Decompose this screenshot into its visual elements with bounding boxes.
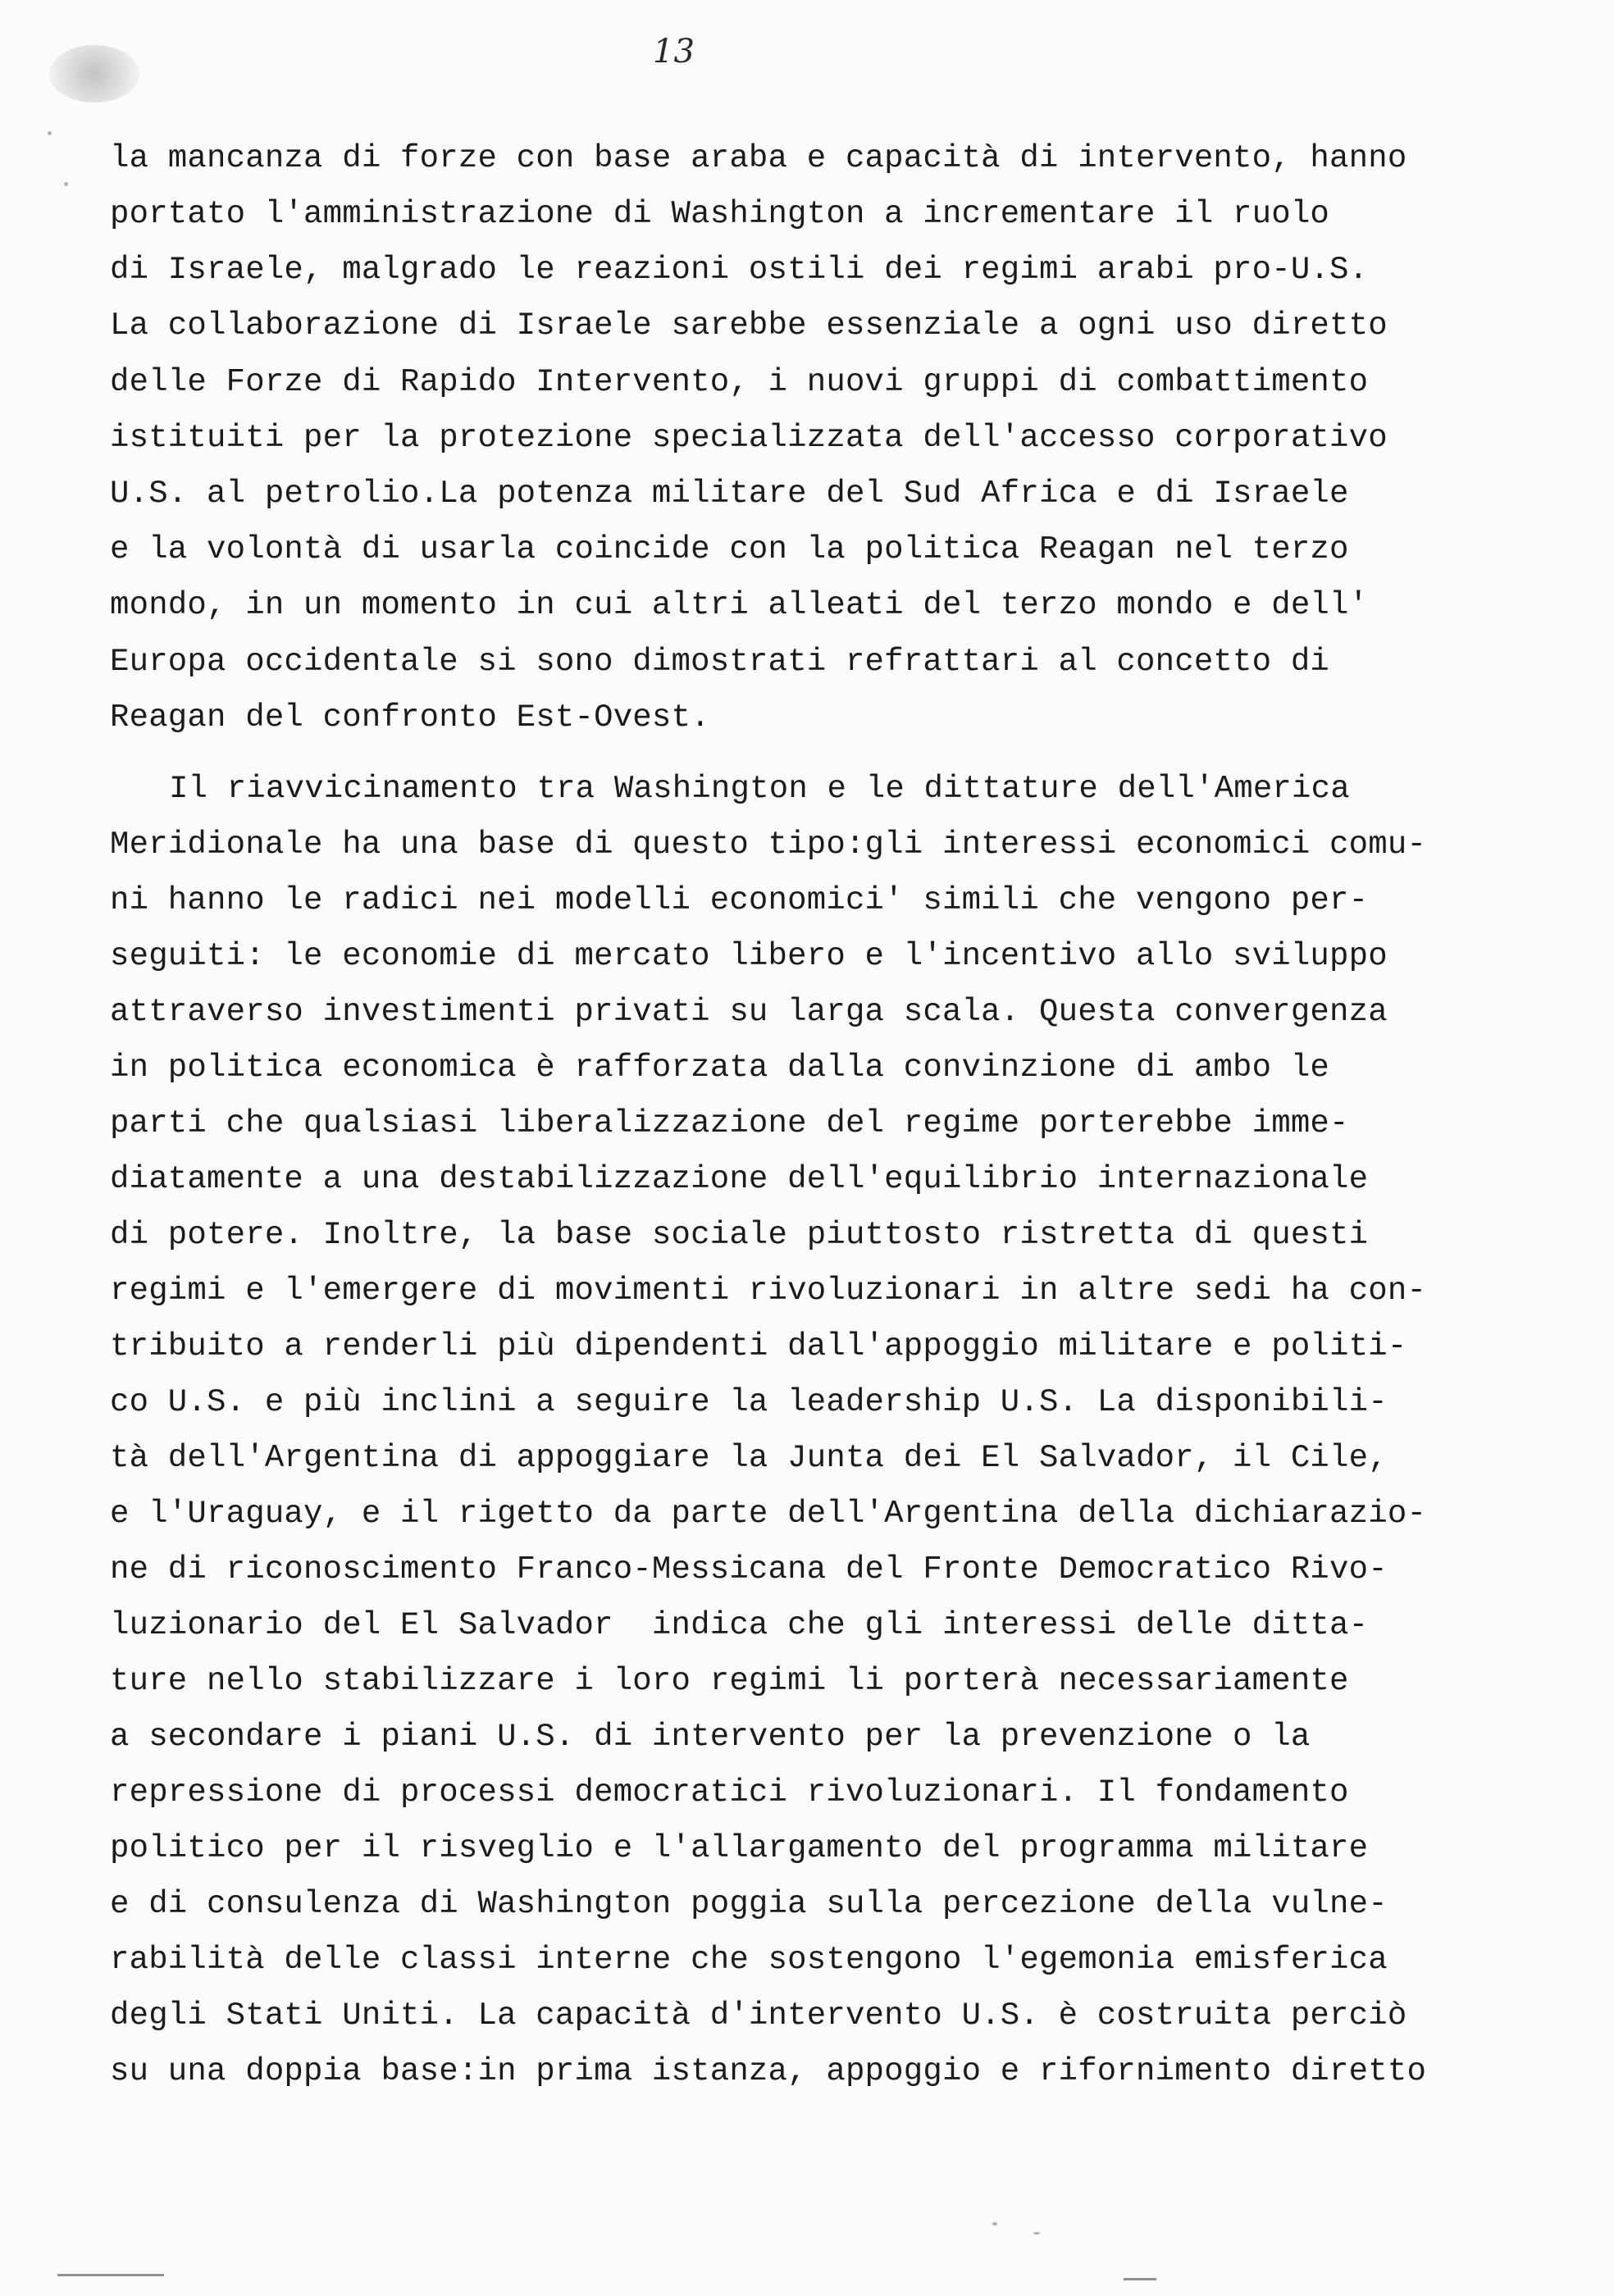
text-line: Meridionale ha una base di questo tipo:gli interessi economici comu- <box>110 827 1427 863</box>
page-number: 13 <box>653 33 695 71</box>
text-line: parti che qualsiasi liberalizzazione del regime porterebbe imme- <box>110 1105 1349 1141</box>
text-line: rabilità delle classi interne che sostengono l'egemonia emisferica <box>110 1942 1388 1978</box>
paragraph-first-line: Il riavvicinamento tra Washington e le dittature dell'America <box>169 771 1350 807</box>
text-line: in politica economica è rafforzata dalla convinzione di ambo le <box>110 1050 1330 1086</box>
text-line: istituiti per la protezione specializzata dell'accesso corporativo <box>110 420 1388 456</box>
text-line: di Israele, malgrado le reazioni ostili dei regimi arabi pro-U.S. <box>110 252 1369 288</box>
text-line: politico per il risveglio e l'allargamento del programma militare <box>110 1830 1369 1866</box>
text-line: delle Forze di Rapido Intervento, i nuovi gruppi di combattimento <box>110 364 1369 400</box>
text-line: tà dell'Argentina di appoggiare la Junta dei El Salvador, il Cile, <box>110 1440 1388 1476</box>
text-line: seguiti: le economie di mercato libero e l'incentivo allo sviluppo <box>110 938 1388 974</box>
text-line: e di consulenza di Washington poggia sulla percezione della vulne- <box>110 1886 1388 1922</box>
text-line: mondo, in un momento in cui altri alleati del terzo mondo e dell' <box>110 587 1369 623</box>
text-line: ni hanno le radici nei modelli economici' simili che vengono per- <box>110 882 1369 918</box>
text-line: su una doppia base:in prima istanza, appoggio e rifornimento diretto <box>110 2053 1427 2089</box>
text-line: La collaborazione di Israele sarebbe essenziale a ogni uso diretto <box>110 308 1388 344</box>
text-line: ture nello stabilizzare i loro regimi li porterà necessariamente <box>110 1663 1349 1699</box>
text-line: Europa occidentale si sono dimostrati refrattari al concetto di <box>110 644 1330 680</box>
text-line: U.S. al petrolio.La potenza militare del Sud Africa e di Israele <box>110 476 1349 512</box>
text-line: diatamente a una destabilizzazione dell'equilibrio internazionale <box>110 1161 1369 1197</box>
text-line: portato l'amministrazione di Washington a incrementare il ruolo <box>110 196 1330 232</box>
text-line: luzionario del El Salvador indica che gli interessi delle ditta- <box>110 1607 1369 1643</box>
text-line: e la volontà di usarla coincide con la politica Reagan nel terzo <box>110 531 1349 567</box>
text-line: regimi e l'emergere di movimenti rivoluzionari in altre sedi ha con- <box>110 1273 1427 1309</box>
text-line: e l'Uraguay, e il rigetto da parte dell'Argentina della dichiarazio- <box>110 1496 1427 1532</box>
text-line: di potere. Inoltre, la base sociale piuttosto ristretta di questi <box>110 1217 1369 1253</box>
text-line: repressione di processi democratici rivoluzionari. Il fondamento <box>110 1774 1349 1811</box>
text-line: ne di riconoscimento Franco-Messicana del Fronte Democratico Rivo- <box>110 1551 1388 1588</box>
text-line: co U.S. e più inclini a seguire la leadership U.S. La disponibili- <box>110 1384 1388 1420</box>
text-line: a secondare i piani U.S. di intervento per la prevenzione o la <box>110 1719 1311 1755</box>
text-line: attraverso investimenti privati su larga scala. Questa convergenza <box>110 994 1388 1030</box>
text-line: degli Stati Uniti. La capacità d'intervento U.S. è costruita perciò <box>110 1998 1407 2034</box>
text-line: tribuito a renderli più dipendenti dall'appoggio militare e politi- <box>110 1328 1407 1364</box>
text-line: Reagan del confronto Est-Ovest. <box>110 699 710 736</box>
text-line: la mancanza di forze con base araba e capacità di intervento, hanno <box>110 140 1407 176</box>
